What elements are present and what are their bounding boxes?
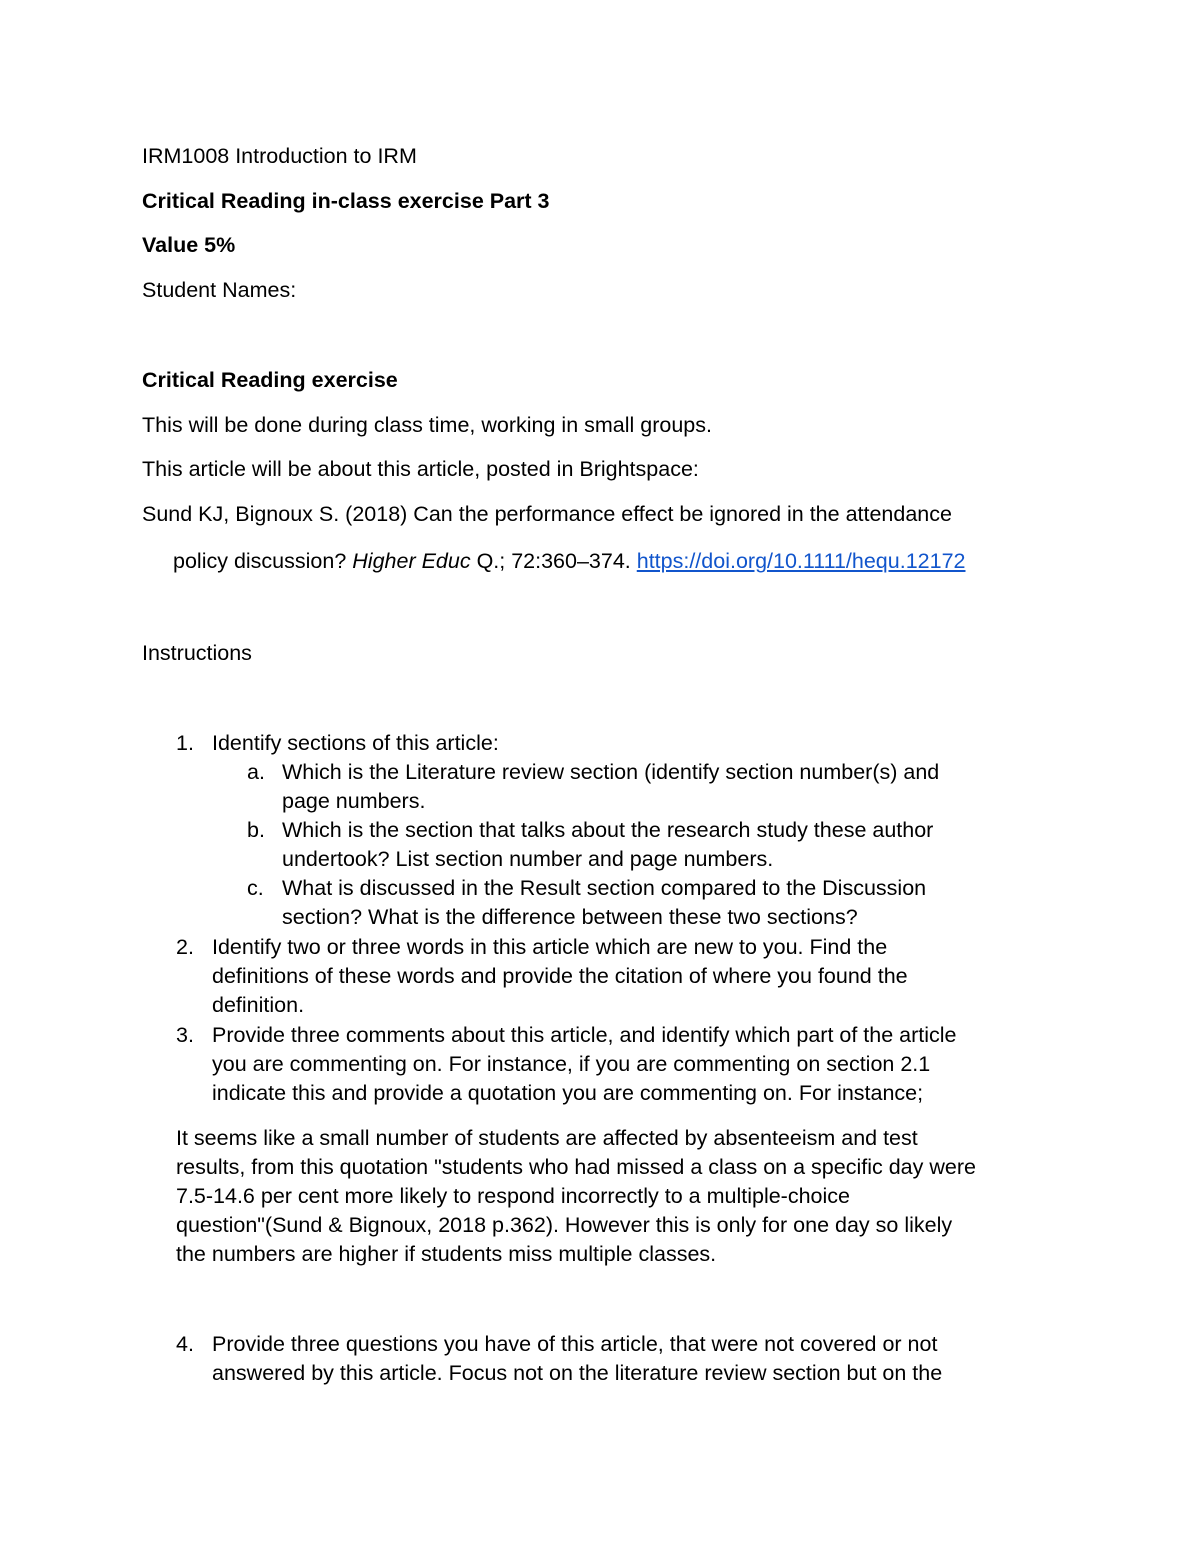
list-item-text: Provide three questions you have of this article, that were not covered or not	[212, 1332, 938, 1356]
citation-text: policy discussion?	[173, 549, 353, 573]
example-text: the numbers are higher if students miss multiple classes.	[176, 1242, 717, 1266]
intro-line-1: This will be done during class time, working in small groups.	[142, 413, 712, 437]
list-item-text: Identify sections of this article:	[212, 731, 499, 755]
sublist-item-text: section? What is the difference between these two sections?	[282, 905, 858, 929]
list-number: 4.	[176, 1332, 194, 1356]
example-text: It seems like a small number of students are affected by absenteeism and test	[176, 1126, 918, 1150]
value-label: Value 5%	[142, 233, 236, 257]
list-item-text: definitions of these words and provide the citation of where you found the	[212, 964, 908, 988]
list-item-text: you are commenting on. For instance, if you are commenting on section 2.1	[212, 1052, 931, 1076]
citation-line-1: Sund KJ, Bignoux S. (2018) Can the performance effect be ignored in the attendance	[142, 502, 952, 526]
list-item-text: Provide three comments about this article, and identify which part of the article	[212, 1023, 957, 1047]
sublist-letter: c.	[247, 876, 264, 900]
sublist-letter: b.	[247, 818, 265, 842]
sublist-letter: a.	[247, 760, 265, 784]
list-item-text: definition.	[212, 993, 305, 1017]
section-heading: Critical Reading exercise	[142, 368, 398, 392]
list-number: 3.	[176, 1023, 194, 1047]
list-number: 2.	[176, 935, 194, 959]
example-text: 7.5-14.6 per cent more likely to respond incorrectly to a multiple-choice	[176, 1184, 850, 1208]
sublist-item-text: Which is the Literature review section (identify section number(s) and	[282, 760, 940, 784]
example-text: question"(Sund & Bignoux, 2018 p.362). However this is only for one day so likely	[176, 1213, 953, 1237]
journal-name: Higher Educ	[352, 549, 471, 573]
list-item-text: Identify two or three words in this article which are new to you. Find the	[212, 935, 888, 959]
list-item-text: answered by this article. Focus not on the literature review section but on the	[212, 1361, 943, 1385]
citation-line-2	[173, 547, 966, 576]
doi-link[interactable]: https://doi.org/10.1111/hequ.12172	[636, 549, 966, 573]
instructions-heading: Instructions	[142, 641, 252, 665]
course-title: IRM1008 Introduction to IRM	[142, 144, 417, 168]
intro-line-2: This article will be about this article, posted in Brightspace:	[142, 457, 699, 481]
list-item-text: indicate this and provide a quotation you are commenting on. For instance;	[212, 1081, 924, 1105]
sublist-item-text: page numbers.	[282, 789, 426, 813]
citation-pages: Q.; 72:360–374.	[470, 549, 637, 573]
list-number: 1.	[176, 731, 194, 755]
sublist-item-text: What is discussed in the Result section compared to the Discussion	[282, 876, 927, 900]
exercise-title: Critical Reading in-class exercise Part 3	[142, 189, 550, 213]
example-text: results, from this quotation "students who had missed a class on a specific day were	[176, 1155, 976, 1179]
sublist-item-text: undertook? List section number and page numbers.	[282, 847, 774, 871]
student-names-label: Student Names:	[142, 278, 297, 302]
sublist-item-text: Which is the section that talks about the research study these author	[282, 818, 934, 842]
